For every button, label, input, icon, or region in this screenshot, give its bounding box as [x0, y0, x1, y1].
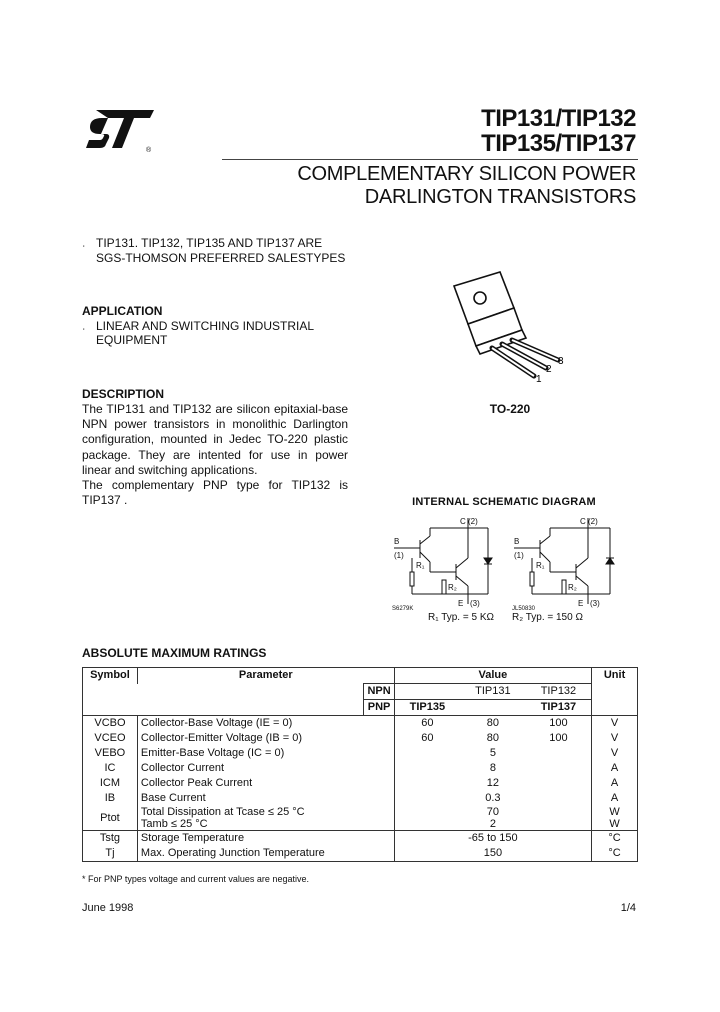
npn-c-pin: (2): [468, 517, 478, 526]
npn-b-pin: (1): [394, 551, 404, 560]
pin-1-label: 1: [536, 374, 542, 385]
npn-tip131: TIP131: [460, 684, 526, 700]
footer-date: June 1998: [82, 902, 134, 914]
pnp-r1-label: R₁: [536, 561, 545, 570]
ratings-footnote: * For PNP types voltage and current values are negative.: [82, 874, 309, 884]
header-value: Value: [394, 668, 591, 684]
description-paragraph-1: The TIP131 and TIP132 are silicon epitaxial-base NPN power transistors in monolithic Darlington configuration, mounted in Jedec TO-220 plastic package. They are intented for use in power linear and switching applications.: [82, 402, 348, 477]
npn-e-pin: (3): [470, 599, 480, 608]
table-row: IB Base Current 0.3 A: [83, 791, 638, 806]
npn-e-label: E: [458, 599, 464, 608]
st-logo: [84, 108, 158, 156]
feature-line-2: SGS-THOMSON PREFERRED SALESTYPES: [96, 251, 346, 265]
feature-line-1: TIP131. TIP132, TIP135 AND TIP137 ARE: [96, 236, 323, 250]
table-row: ICM Collector Peak Current 12 A: [83, 776, 638, 791]
pnp-c-pin: (2): [588, 517, 598, 526]
table-row: VCBO Collector-Base Voltage (IE = 0) 60 80 100 V: [83, 716, 638, 732]
header-parameter: Parameter: [137, 668, 394, 684]
pnp-b-label: B: [514, 537, 520, 546]
table-row: Tj Max. Operating Junction Temperature 150 °C: [83, 846, 638, 862]
table-row: VCEO Collector-Emitter Voltage (IB = 0) 60 80 100 V: [83, 731, 638, 746]
npn-label: NPN: [364, 684, 394, 700]
subtitle-line-1: COMPLEMENTARY SILICON POWER: [297, 163, 636, 185]
table-row: Ptot Total Dissipation at Tcase ≤ 25 °C Tamb ≤ 25 °C 70 2 W W: [83, 806, 638, 831]
application-line-2: EQUIPMENT: [96, 333, 168, 347]
title-divider: [222, 159, 638, 160]
npn-r2-label: R₂: [448, 583, 457, 592]
npn-r1-label: R₁: [416, 561, 425, 570]
application-line-1: LINEAR AND SWITCHING INDUSTRIAL: [96, 319, 315, 333]
table-pnp-row: [83, 700, 638, 716]
r1-caption: R₁ Typ. = 5 KΩ: [428, 612, 494, 623]
to220-package-drawing: [440, 268, 590, 388]
package-label: TO-220: [489, 402, 531, 416]
part-number-line-2: TIP135/TIP137: [481, 130, 636, 157]
table-row: Tstg Storage Temperature -65 to 150 °C: [83, 831, 638, 847]
footer-page-number: 1/4: [620, 902, 636, 914]
header-symbol: Symbol: [83, 668, 138, 684]
description-heading: DESCRIPTION: [82, 387, 165, 401]
pnp-b-pin: (1): [514, 551, 524, 560]
npn-tip132: TIP132: [526, 684, 592, 700]
table-row: VEBO Emitter-Base Voltage (IC = 0) 5 V: [83, 746, 638, 761]
npn-diagram-code: S6279K: [392, 606, 414, 612]
schematic-title: INTERNAL SCHEMATIC DIAGRAM: [412, 496, 596, 508]
feature-bullet: ˌ: [82, 236, 86, 248]
internal-schematic-diagram: [380, 514, 620, 612]
pin-2-label: 2: [546, 364, 552, 375]
table-row: IC Collector Current 8 A: [83, 761, 638, 776]
pnp-e-label: E: [578, 599, 584, 608]
svg-text:®: ®: [146, 147, 152, 154]
pin-3-label: 3: [558, 356, 564, 367]
pnp-tip137: TIP137: [526, 700, 592, 716]
subtitle-line-2: DARLINGTON TRANSISTORS: [364, 186, 636, 208]
description-body: [82, 402, 348, 508]
application-heading: APPLICATION: [82, 304, 163, 318]
pnp-e-pin: (3): [590, 599, 600, 608]
npn-b-label: B: [394, 537, 400, 546]
pnp-r2-label: R₂: [568, 583, 577, 592]
header-unit: Unit: [592, 668, 638, 684]
pnp-diagram-code: JL50830: [512, 606, 536, 612]
ratings-title: ABSOLUTE MAXIMUM RATINGS: [82, 646, 267, 660]
table-header-row: [83, 668, 638, 684]
pnp-c-label: C: [580, 517, 586, 526]
description-paragraph-2: The complementary PNP type for TIP132 is TIP137 .: [82, 478, 348, 508]
application-bullet: ˌ: [82, 319, 86, 331]
npn-c-label: C: [460, 517, 466, 526]
pnp-tip135: TIP135: [394, 700, 460, 716]
part-number-line-1: TIP131/TIP132: [481, 105, 636, 132]
pnp-label: PNP: [364, 700, 394, 716]
table-npn-row: [83, 684, 638, 700]
r2-caption: R₂ Typ. = 150 Ω: [512, 612, 583, 623]
ratings-table: [82, 667, 638, 862]
